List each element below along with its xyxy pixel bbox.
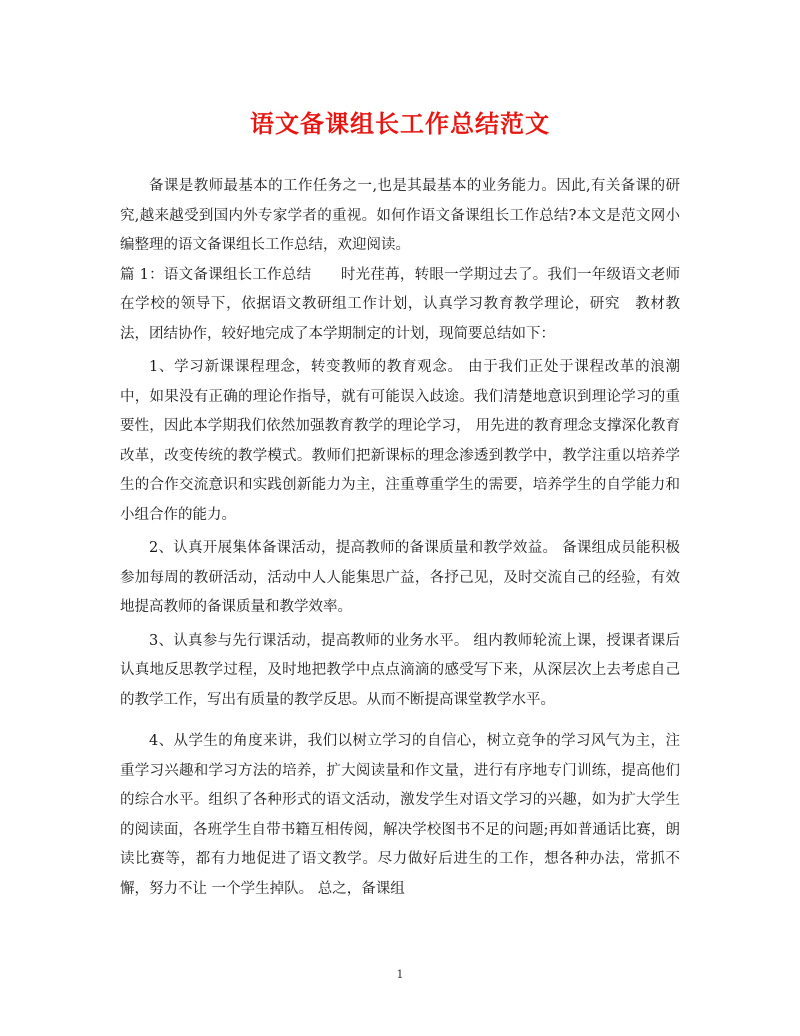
intro-paragraph: 备课是教师最基本的工作任务之一,也是其最基本的业务能力。因此,有关备课的研究,越来越受到国内外专家学者的重视。如何作语文备课组长工作总结?本文是范文网小编整理的语文备课组长工作总结，欢迎阅读。 [120,178,680,253]
page-number: 1 [396,968,404,981]
point-2-paragraph: 2、认真开展集体备课活动，提高教师的备课质量和教学效益。 备课组成员能积极参加每周的教研活动，活动中人人能集思广益，各抒己见，及时交流自己的经验，有效地提高教师的备课质量和教学效率。 [120,540,680,615]
point-4-paragraph: 4、从学生的角度来讲，我们以树立学习的自信心，树立竞争的学习风气为主，注重学习兴趣和学习方法的培养，扩大阅读量和作文量，进行有序地专门训练，提高他们的综合水平。组织了各种形式的语文活动，激发学生对语文学习的兴趣，如为扩大学生的阅读面，各班学生自带书籍互相传阅，解决学校图书不足的问题;再如普通话比赛，朗读比赛等，都有力地促进了语文教学。尽力做好后进生的工作，想各种办法，常抓不懈，努力不让 一个学生掉队。 总之，备课组 [120,733,680,897]
document-title: 语文备课组长工作总结范文 [250,109,550,138]
point-1-paragraph: 1、学习新课课程理念，转变教师的教育观念。 由于我们正处于课程改革的浪潮中，如果没有正确的理论作指导，就有可能误入歧途。我们清楚地意识到理论学习的重要性，因此本学期我们依然加强教育教学的理论学习， 用先进的教育理念支撑深化教育改革，改变传统的教学模式。教师们把新课标的理念渗透到教学中，教学注重以培养学生的合作交流意识和实践创新能力为主，注重尊重学生的需要，培养学生的自学能力和小组合作的能力。 [120,359,680,523]
document-body [120,172,680,904]
section-1-paragraph: 篇 1：语文备课组长工作总结 时光荏苒，转眼一学期过去了。我们一年级语文老师在学校的领导下，依据语文教研组工作计划，认真学习教育教学理论，研究 教材教法，团结协作，较好地完成了本学期制定的计划，现简要总结如下： [120,266,680,342]
point-3-paragraph: 3、认真参与先行课活动，提高教师的业务水平。 组内教师轮流上课，授课者课后认真地反思教学过程，及时地把教学中点点滴滴的感受写下来，从深层次上去考虑自己的教学工作，写出有质量的教学反思。从而不断提高课堂教学水平。 [120,632,680,708]
